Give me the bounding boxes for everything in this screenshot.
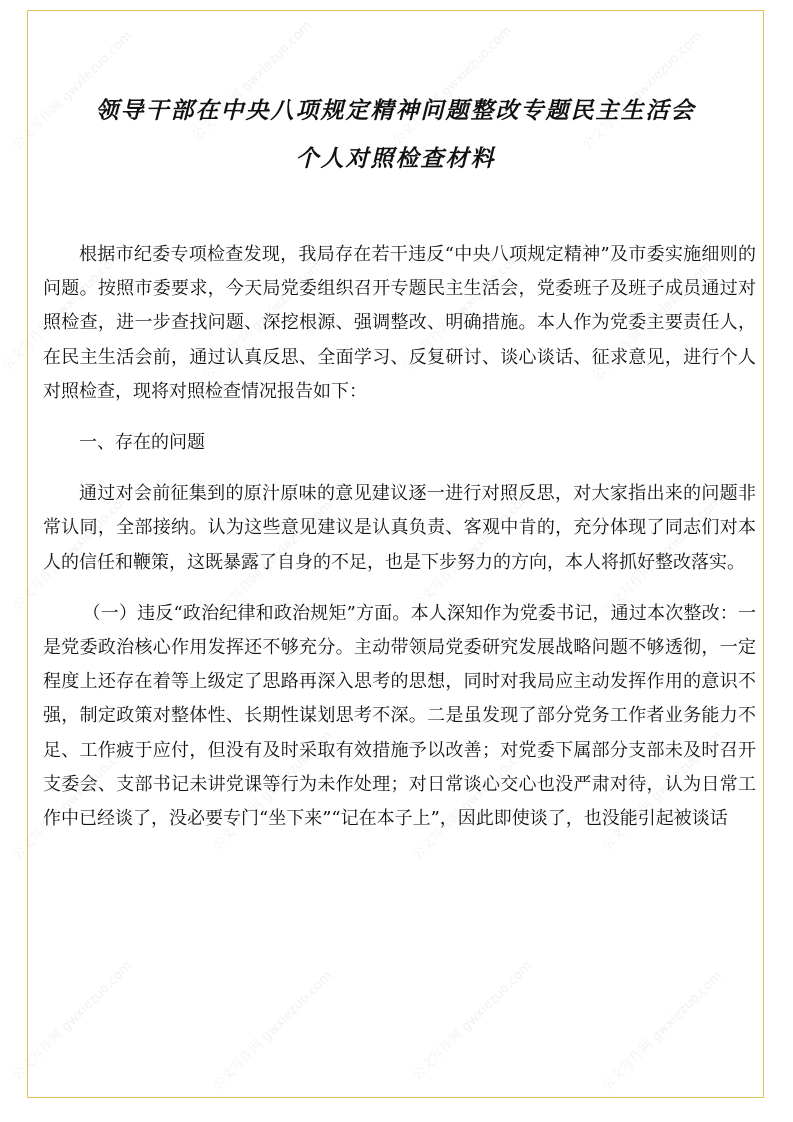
watermark-text: 公文写作网 gwxiezuo.com	[0, 248, 126, 374]
watermark-text: 公文写作网 gwxiezuo.com	[209, 968, 336, 1094]
body-paragraph: 通过对会前征集到的原汁原味的意见建议逐一进行对照反思，对大家指出来的问题非常认同，全部接纳。认为这些意见建议是认真负责、客观中肯的，充分体现了同志们对本人的信任和鞭策，这既暴露了自身的不足，也是下步努力的方向，本人将抓好整改落实。	[43, 483, 756, 573]
document-body	[43, 238, 756, 836]
watermark-text: 公文写作网 gwxiezuo.com	[9, 488, 136, 614]
body-paragraph: （一）违反“政治纪律和政治规矩”方面。本人深知作为党委书记，通过本次整改：一是党委政治核心作用发挥还不够充分。主动带领局党委研究发展战略问题不够透彻，一定程度上还存在着等上级定了思路再深入思考的思想，同时对我局应主动发挥作用的意识不强，制定政策对整体性、长期性谋划思考不深。二是虽发现了部分党务工作者业务能力不足、工作疲于应付，但没有及时采取有效措施予以改善；对党委下属部分支部未及时召开支委会、支部书记未讲党课等行为未作处理；对日常谈心交心也没严肃对待，认为日常工作中已经谈了，没必要专门“坐下来”“记在本子上”，因此即使谈了，也没能引起被谈话	[43, 602, 756, 830]
watermark-text: 公文写作网 gwxiezuo.com	[389, 23, 516, 149]
intro-paragraph: 根据市纪委专项检查发现，我局存在若干违反“中央八项规定精神”及市委实施细则的问题。按照市委要求，今天局党委组织召开专题民主生活会，党委班子及班子成员通过对照检查，进一步查找问题、深挖根源、强调整改、明确措施。本人作为党委主要责任人，在民主生活会前，通过认真反思、全面学习、反复研讨、谈心谈话、征求意见，进行个人对照检查，现将对照检查情况报告如下：	[43, 244, 756, 402]
watermark-text: 公文写作网 gwxiezuo.com	[599, 728, 726, 854]
watermark-text: 公文写作网 gwxiezuo.com	[209, 728, 336, 854]
watermark-text: 公文写作网 gwxiezuo.com	[409, 738, 536, 864]
watermark-text: 公文写作网 gwxiezuo.com	[9, 738, 136, 864]
watermark-text: 公文写作网 gwxiezuo.com	[399, 248, 526, 374]
watermark-text: 公文写作网 gwxiezuo.com	[589, 258, 716, 384]
watermark-text: 公文写作网 gwxiezuo.com	[599, 968, 726, 1094]
watermark-text: 公文写作网 gwxiezuo.com	[199, 258, 326, 384]
watermark-text: 公文写作网 gwxiezuo.com	[9, 28, 136, 154]
watermark-text: 公文写作网 gwxiezuo.com	[9, 958, 136, 1084]
document-title-line-1: 领导干部在中央八项规定精神问题整改专题民主生活会	[95, 98, 696, 124]
watermark-text: 公文写作网 gwxiezuo.com	[189, 18, 316, 144]
watermark-text: 公文写作网 gwxiezuo.com	[409, 958, 536, 1084]
section-heading: 一、存在的问题	[79, 432, 205, 454]
watermark-text: 公文写作网 gwxiezuo.com	[579, 28, 706, 154]
document-title-line-2: 个人对照检查材料	[295, 146, 496, 172]
watermark-text: 公文写作网 gwxiezuo.com	[209, 498, 336, 624]
watermark-text: 公文写作网 gwxiezuo.com	[599, 493, 726, 619]
watermark-text: 公文写作网 gwxiezuo.com	[409, 488, 536, 614]
